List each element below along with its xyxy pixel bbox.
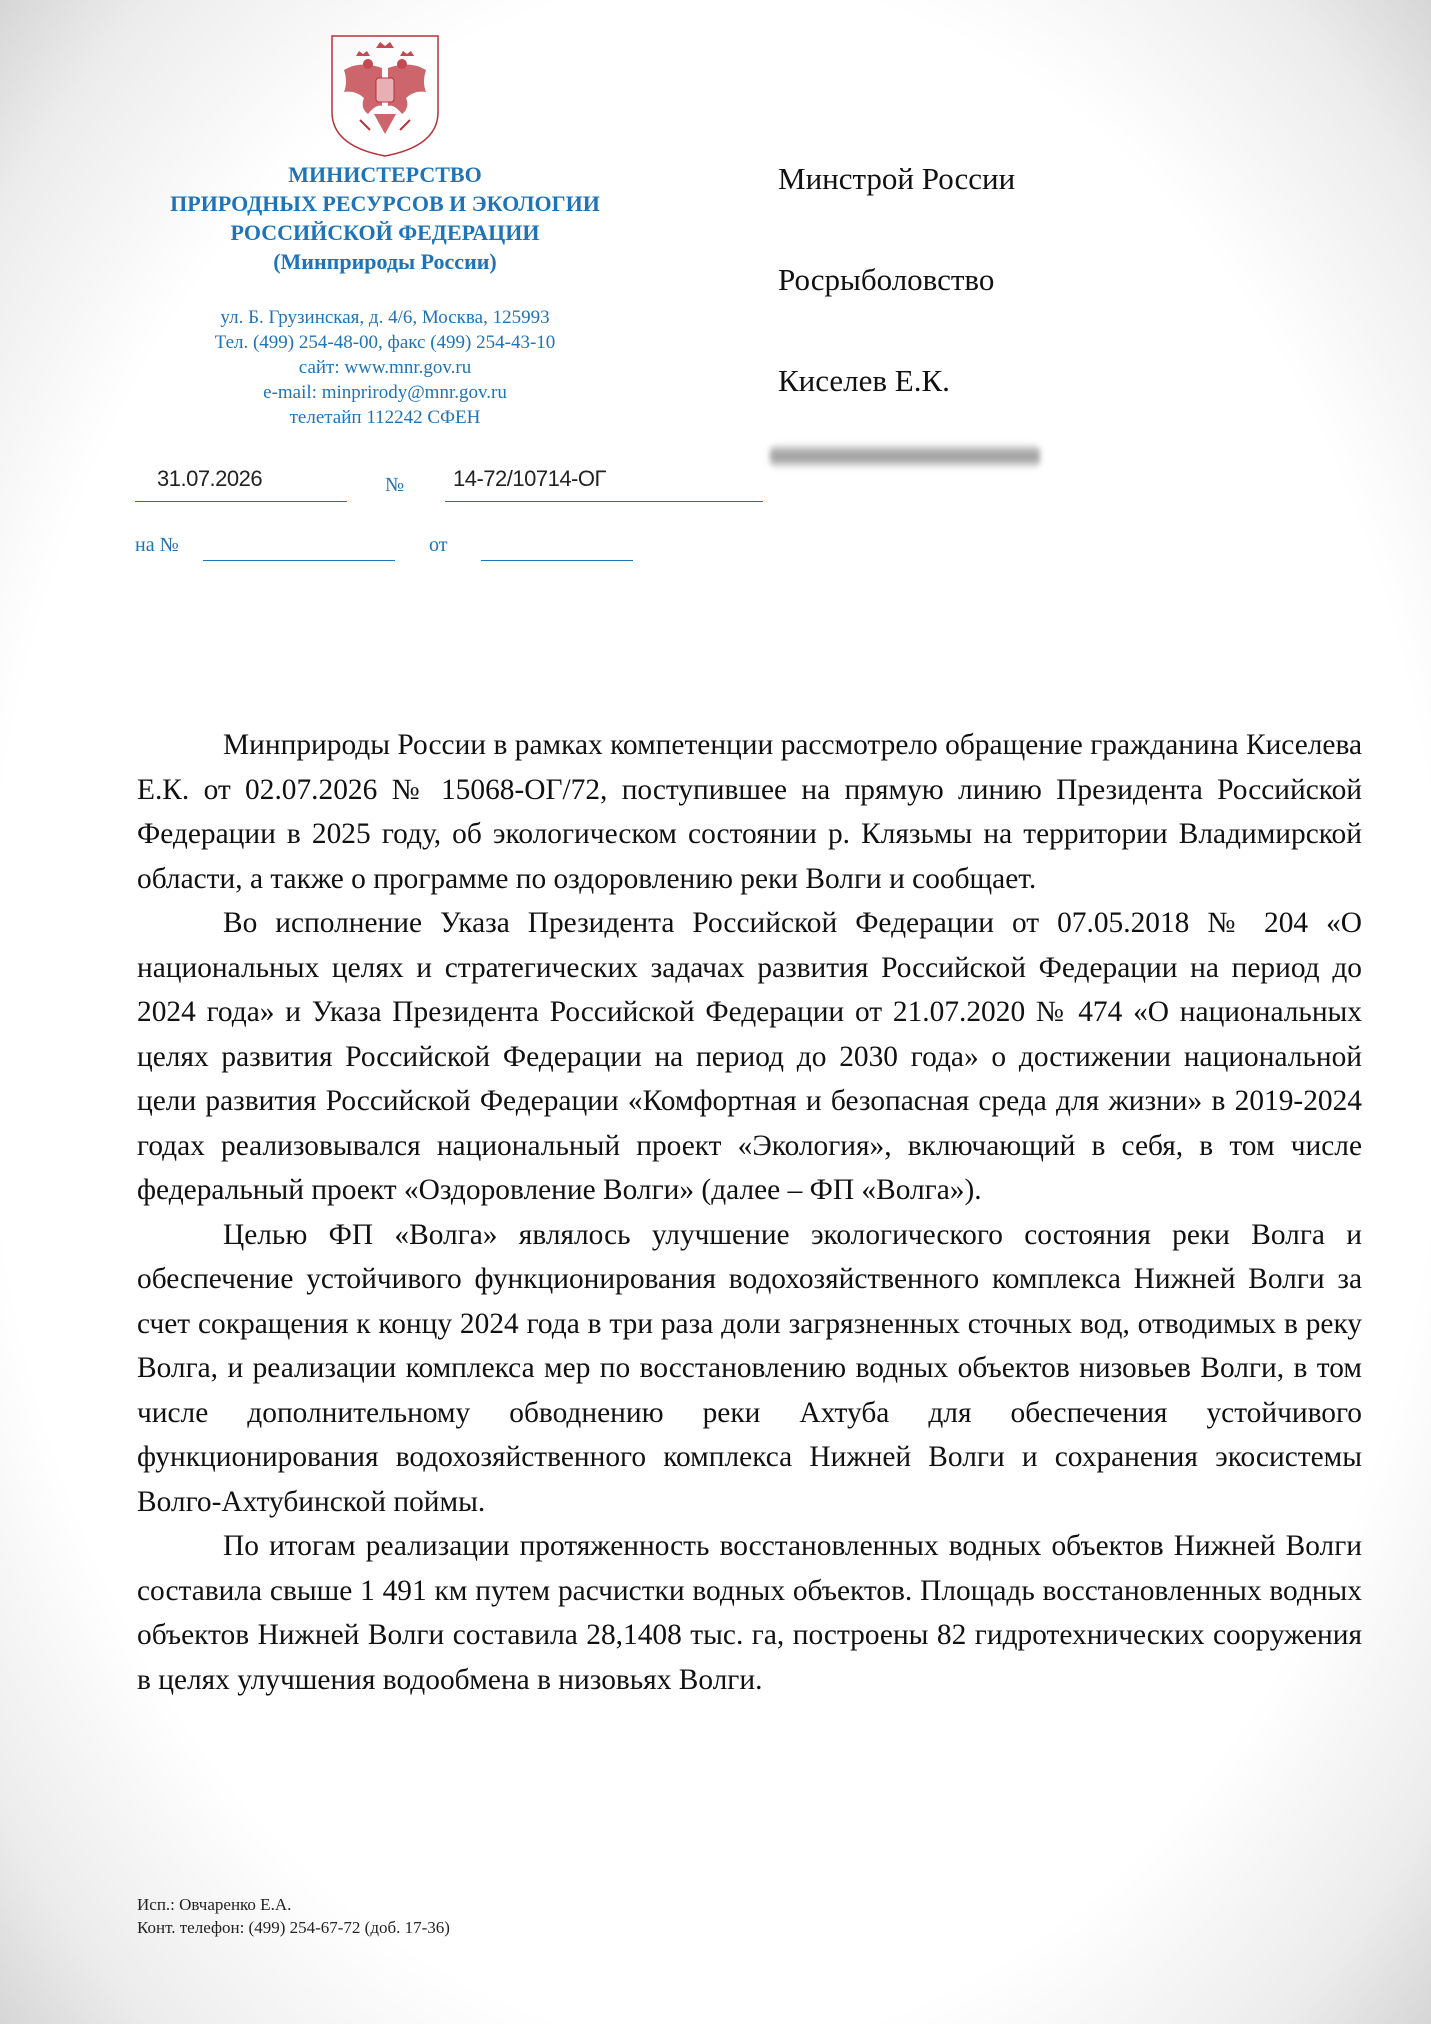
address-line: ул. Б. Грузинская, д. 4/6, Москва, 125993 bbox=[220, 307, 550, 328]
ministry-line: МИНИСТЕРСТВО bbox=[288, 162, 482, 187]
reference-row bbox=[135, 530, 645, 570]
body-paragraph: По итогам реализации протяженность восстановленных водных объектов Нижней Волги составила свыше 1 491 км путем расчистки водных объектов. Площадь восстановленных водных объектов Нижней Волги составила 28,1408 тыс. га, построены 82 гидротехнических сооружения в целях улучшения водообмена в низовьях Волги. bbox=[137, 1530, 1362, 1696]
registration-row bbox=[135, 462, 635, 506]
addressees bbox=[778, 128, 1015, 431]
body-paragraph: Минприроды России в рамках компетенции рассмотрело обращение гражданина Киселева Е.К. от 02.07.2026 № 15068-ОГ/72, поступившее на прямую линию Президента Российской Федерации в 2025 году, об экологическом состоянии р. Клязьмы на территории Владимирской области, а также о программе по оздоровлению реки Волги и сообщает. bbox=[137, 729, 1362, 895]
reference-number-blank bbox=[203, 560, 395, 561]
reference-date-blank bbox=[481, 560, 633, 561]
ministry-line: РОССИЙСКОЙ ФЕДЕРАЦИИ bbox=[230, 220, 540, 245]
body-paragraph: Во исполнение Указа Президента Российской Федерации от 07.05.2018 № 204 «О национальных целях и стратегических задачах развития Российской Федерации на период до 2024 года» и Указа Президента Российской Федерации от 21.07.2020 № 474 «О национальных целях развития Российской Федерации на период до 2030 года» о достижении национальной цели развития Российской Федерации «Комфортная и безопасная среда для жизни» в 2019-2024 годах реализовывался национальный проект «Экология», включающий в себя, в том числе федеральный проект «Оздоровление Волги» (далее – ФП «Волга»). bbox=[137, 907, 1362, 1206]
redacted-address bbox=[770, 443, 1040, 469]
ministry-name bbox=[120, 160, 650, 276]
reference-number-label: на № bbox=[135, 534, 179, 556]
email-line: e-mail: minprirody@mnr.gov.ru bbox=[263, 382, 507, 403]
registration-date: 31.07.2026 bbox=[135, 462, 347, 502]
body-paragraph: Целью ФП «Волга» являлось улучшение экологического состояния реки Волга и обеспечение устойчивого функционирования водохозяйственного комплекса Нижней Волги за счет сокращения к концу 2024 года в три раза доли загрязненных сточных вод, отводимых в реку Волга, и реализации комплекса мер по восстановлению водных объектов низовьев Волги, в том числе дополнительному обводнению реки Ахтуба для обеспечения устойчивого функционирования водохозяйственного комплекса Нижней Волги и сохранения экосистемы Волго-Ахтубинской поймы. bbox=[137, 1218, 1362, 1518]
ministry-contacts bbox=[120, 305, 650, 430]
coat-of-arms-emblem bbox=[330, 34, 440, 158]
teletype-line: телетайп 112242 СФЕН bbox=[289, 407, 481, 428]
addressee: Киселев Е.К. bbox=[778, 363, 950, 398]
website-line: сайт: www.mnr.gov.ru bbox=[298, 357, 472, 378]
ministry-short-name: (Минприроды России) bbox=[273, 249, 497, 274]
addressee: Росрыболовство bbox=[778, 262, 995, 297]
letter-body bbox=[137, 723, 1362, 1702]
executor-name: Исп.: Овчаренко Е.А. bbox=[137, 1895, 292, 1914]
reference-from-label: от bbox=[429, 534, 448, 556]
registration-number: 14-72/10714-ОГ bbox=[445, 462, 763, 502]
addressee: Минстрой России bbox=[778, 161, 1016, 196]
executor-phone: Конт. телефон: (499) 254-67-72 (доб. 17-36) bbox=[137, 1918, 450, 1937]
phone-fax-line: Тел. (499) 254-48-00, факс (499) 254-43-10 bbox=[214, 332, 556, 353]
executor-info bbox=[137, 1893, 450, 1939]
ministry-line: ПРИРОДНЫХ РЕСУРСОВ И ЭКОЛОГИИ bbox=[170, 191, 600, 216]
registration-number-label: № bbox=[385, 474, 405, 496]
